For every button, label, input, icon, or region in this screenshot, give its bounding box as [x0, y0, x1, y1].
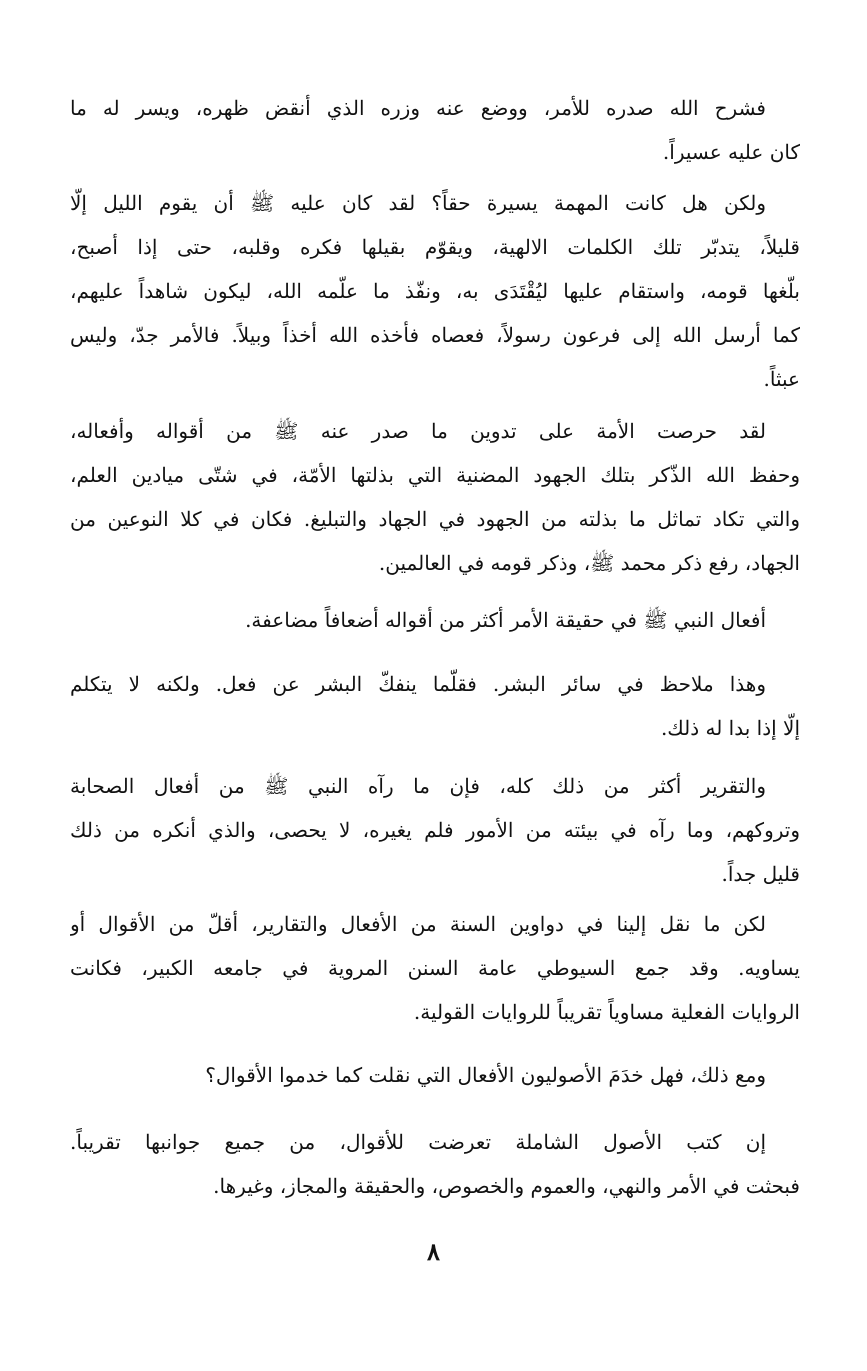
- paragraph-1: [70, 86, 800, 174]
- paragraph-4: [70, 598, 800, 642]
- text-line: كان عليه عسيراً.: [662, 140, 800, 164]
- text-line: لقد حرصت الأمة على تدوين ما صدر عنه ﷺ من أقواله وأفعاله،: [70, 419, 766, 443]
- paragraph-5: [70, 662, 800, 750]
- text-line: الروايات الفعلية مساوياً تقريباً للروايات القولية.: [413, 1000, 800, 1024]
- paragraph-2: [70, 181, 800, 401]
- text-line: فشرح الله صدره للأمر، ووضع عنه وزره الذي أنقض ظهره، ويسر له ما: [70, 96, 766, 120]
- text-line: كما أرسل الله إلى فرعون رسولاً، فعصاه فأخذه الله أخذاً وبيلاً. فالأمر جدّ، وليس: [70, 323, 800, 347]
- text-line: فبحثت في الأمر والنهي، والعموم والخصوص، والحقيقة والمجاز، وغيرها.: [213, 1174, 800, 1198]
- text-line: وتروكهم، وما رآه في بيئته من الأمور فلم يغيره، لا يحصى، والذي أنكره من ذلك: [70, 818, 800, 842]
- text-line: وحفظ الله الذّكر بتلك الجهود المضنية التي بذلتها الأمّة، في شتّى ميادين العلم،: [70, 463, 800, 487]
- paragraph-3: [70, 409, 800, 585]
- paragraph-7: [70, 902, 800, 1034]
- text-line: يساويه. وقد جمع السيوطي عامة السنن المروية في جامعه الكبير، فكانت: [70, 956, 800, 980]
- text-line: قليل جداً.: [721, 862, 800, 886]
- paragraph-6: [70, 764, 800, 896]
- text-line: والتي تكاد تماثل ما بذلته من الجهود في الجهاد والتبليغ. فكان في كلا النوعين من: [70, 507, 800, 531]
- text-line: قليلاً، يتدبّر تلك الكلمات الالهية، ويقوّم بقيلها فكره وقلبه، حتى إذا أصبح،: [70, 235, 800, 259]
- text-line: إلّا إذا بدا له ذلك.: [660, 716, 800, 740]
- text-line: الجهاد، رفع ذكر محمد ﷺ، وذكر قومه في العالمين.: [378, 551, 800, 575]
- text-line: والتقرير أكثر من ذلك كله، فإن ما رآه النبي ﷺ من أفعال الصحابة: [70, 774, 766, 798]
- text-line: بلّغها قومه، واستقام عليها ليُقْتَدَى به، ونفّذ ما علّمه الله، ليكون شاهداً عليهم،: [70, 279, 800, 303]
- text-line: وهذا ملاحظ في سائر البشر. فقلّما ينفكّ البشر عن فعل. ولكنه لا يتكلم: [70, 672, 766, 696]
- text-line: ولكن هل كانت المهمة يسيرة حقاً؟ لقد كان عليه ﷺ أن يقوم الليل إلّا: [70, 191, 766, 215]
- text-line: أفعال النبي ﷺ في حقيقة الأمر أكثر من أقواله أضعافاً مضاعفة.: [245, 608, 766, 632]
- text-line: لكن ما نقل إلينا في دواوين السنة من الأفعال والتقارير، أقلّ من الأقوال أو: [70, 912, 767, 936]
- page-number: ٨: [427, 1237, 440, 1266]
- text-line: إن كتب الأصول الشاملة تعرضت للأقوال، من جميع جوانبها تقريباً.: [70, 1130, 767, 1154]
- paragraph-8: [70, 1053, 800, 1097]
- text-line: عبثاً.: [763, 367, 800, 391]
- paragraph-9: [70, 1120, 800, 1208]
- text-line: ومع ذلك، فهل خدَمَ الأصوليون الأفعال التي نقلت كما خدموا الأقوال؟: [205, 1063, 766, 1087]
